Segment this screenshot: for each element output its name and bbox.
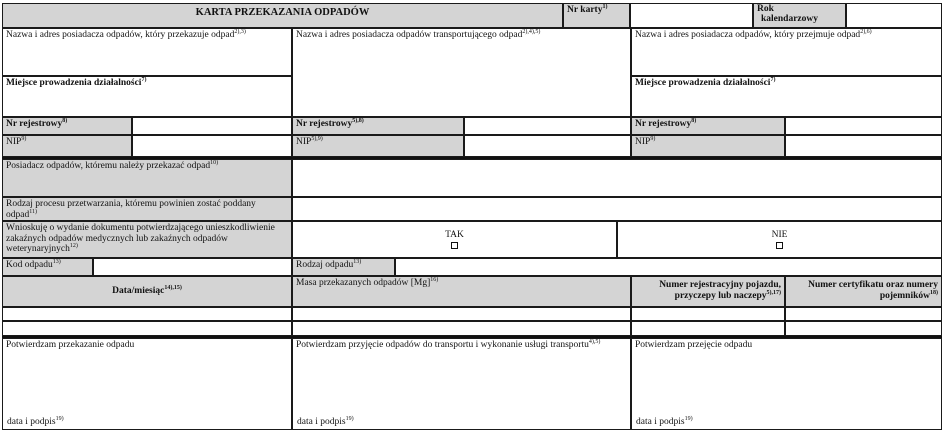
nr-rej-field-mid[interactable]: [464, 117, 631, 135]
nr-rej-label-left: Nr rejestrowy$^{8)}$: [2, 117, 132, 135]
nr-rej-label-right: Nr rejestrowy$^{8)}$: [631, 117, 785, 135]
nip-field-right[interactable]: [785, 135, 942, 157]
nr-rej-field-right[interactable]: [785, 117, 942, 135]
nr-karty-label: Nr karty$^{1)}$: [563, 3, 630, 28]
nr-rej-label-mid: Nr rejestrowy$^{5),8)}$: [292, 117, 464, 135]
nip-label-right: NIP$^{9)}$: [631, 135, 785, 157]
possessor-field[interactable]: [292, 159, 942, 197]
holder-transport-name[interactable]: Nazwa i adres posiadacza odpadów transportującego odpad$^{2),4),5)}$: [292, 28, 631, 117]
request-label: Wnioskuję o wydanie dokumentu potwierdzającego unieszkodliwienie zakaźnych odpadów medycznych lub zakaźnych odpadów weterynaryjnych$^{12)}$: [2, 221, 292, 258]
kod-field[interactable]: [93, 258, 292, 276]
process-label: Rodzaj procesu przetwarzania, któremu powinien zostać poddany odpad$^{11)}$: [2, 197, 292, 221]
signature-field[interactable]: data i podpis$^{19)}$: [297, 415, 354, 427]
signature-field[interactable]: data i podpis$^{19)}$: [7, 415, 64, 427]
nip-field-mid[interactable]: [464, 135, 631, 157]
confirm-transfer[interactable]: Potwierdzam przekazanie odpadu data i podpis$^{19)}$: [2, 338, 292, 430]
col-mass-header: Masa przekazanych odpadów $[Mg]^{16)}$: [292, 276, 631, 307]
table-row-2-vehicle[interactable]: [631, 321, 785, 336]
place-of-business-left[interactable]: Miejsce prowadzenia działalności$^{7)}$: [2, 76, 292, 117]
nr-rej-field-left[interactable]: [132, 117, 292, 135]
rodzaj-field[interactable]: [395, 258, 942, 276]
table-row-1-cert[interactable]: [785, 307, 942, 321]
col-cert-header: Numer certyfikatu oraz numery pojemników$^{18)}$: [785, 276, 942, 307]
tak-option[interactable]: TAK: [292, 221, 617, 258]
nip-label-left: NIP$^{9)}$: [2, 135, 132, 157]
place-of-business-right[interactable]: Miejsce prowadzenia działalności$^{7)}$: [631, 76, 942, 117]
table-row-2-mass[interactable]: [292, 321, 631, 336]
nr-karty-field[interactable]: [630, 3, 753, 28]
nie-checkbox[interactable]: [776, 242, 783, 249]
table-row-1-date[interactable]: [2, 307, 292, 321]
confirm-receive[interactable]: Potwierdzam przejęcie odpadu data i podpis$^{19)}$: [631, 338, 942, 430]
process-field[interactable]: [292, 197, 942, 221]
rok-field[interactable]: [846, 3, 942, 28]
tak-checkbox[interactable]: [451, 242, 458, 249]
signature-field[interactable]: data i podpis$^{19)}$: [636, 415, 693, 427]
nip-field-left[interactable]: [132, 135, 292, 157]
form-title: KARTA PRZEKAZANIA ODPADÓW: [2, 3, 563, 28]
holder-receive-name[interactable]: Nazwa i adres posiadacza odpadów, który przejmuje odpad$^{2),6)}$: [631, 28, 942, 76]
col-date-header: Data/miesiąc$^{14),15)}$: [2, 276, 292, 307]
table-row-2-date[interactable]: [2, 321, 292, 336]
nip-label-mid: $NIP^{5),9)}$: [292, 135, 464, 157]
col-vehicle-header: Numer rejestracyjny pojazdu, przyczepy lub naczepy$^{5),17)}$: [631, 276, 785, 307]
holder-transfer-name[interactable]: Nazwa i adres posiadacza odpadów, który przekazuje odpad$^{2),3)}$: [2, 28, 292, 76]
confirm-transport[interactable]: Potwierdzam przyjęcie odpadów do transportu i wykonanie usługi transportu$^{4),5)}$ data i podpis$^{19)}$: [292, 338, 631, 430]
table-row-1-mass[interactable]: [292, 307, 631, 321]
rok-label: Rok kalendarzowy: [753, 3, 846, 28]
possessor-label: Posiadacz odpadów, któremu należy przekazać odpad$^{10)}$: [2, 159, 292, 197]
table-row-1-vehicle[interactable]: [631, 307, 785, 321]
nie-option[interactable]: NIE: [617, 221, 942, 258]
rodzaj-label: Rodzaj odpadu$^{13)}$: [292, 258, 395, 276]
table-row-2-cert[interactable]: [785, 321, 942, 336]
kod-label: Kod odpadu$^{13)}$: [2, 258, 93, 276]
